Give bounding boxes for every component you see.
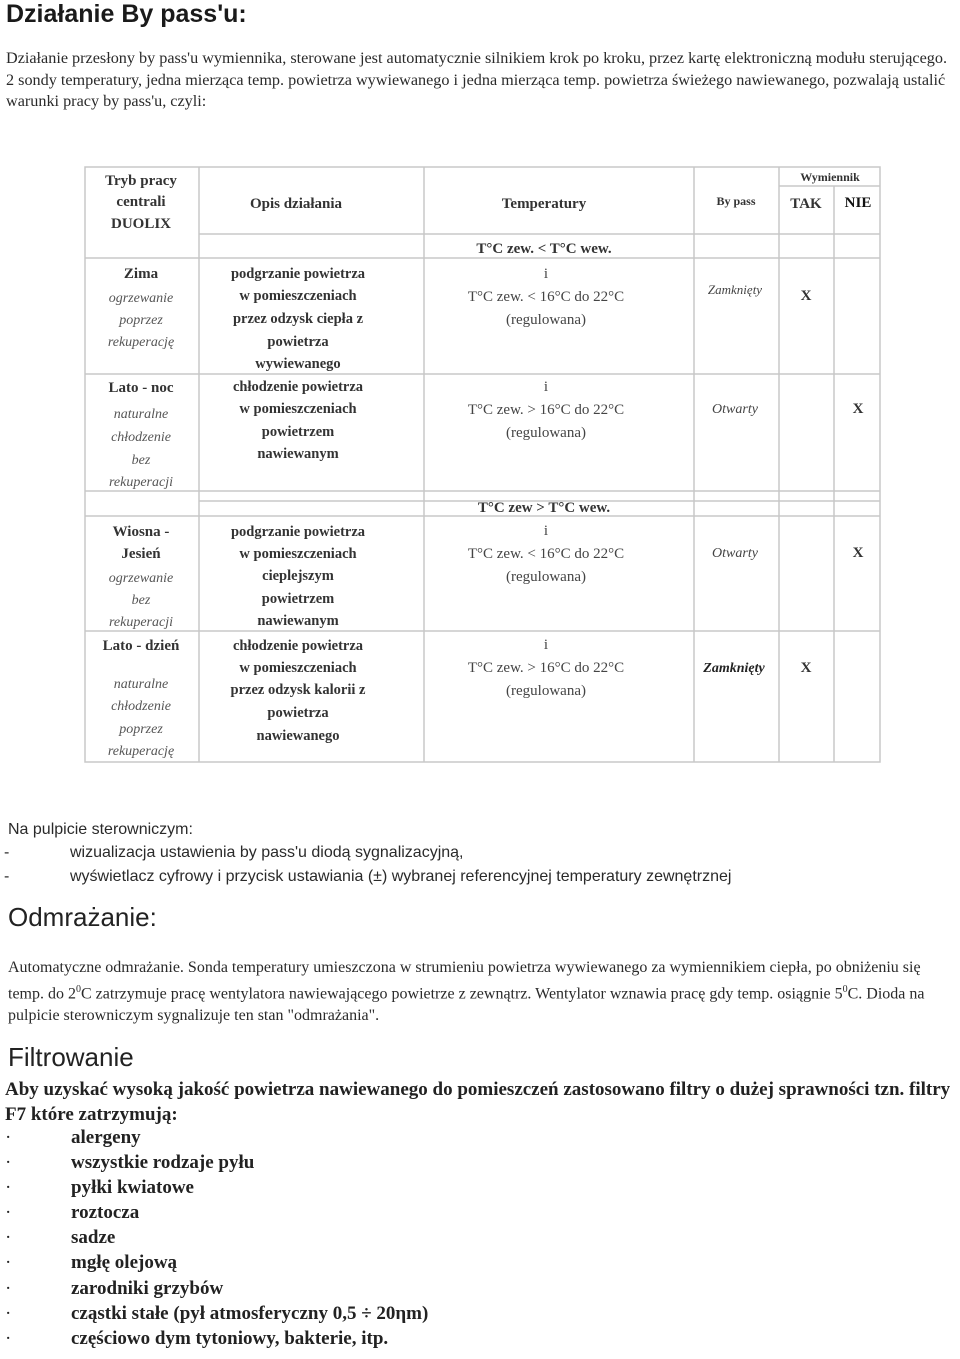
temp-line: T°C zew. < 16°C do 22°C bbox=[467, 546, 625, 562]
dash-bullet: - bbox=[4, 868, 10, 885]
nie-mark: X bbox=[852, 545, 864, 561]
opis-line: w pomieszczeniach bbox=[239, 546, 357, 562]
list-item bbox=[4, 865, 732, 889]
list-item bbox=[5, 1177, 428, 1202]
filtrowanie-intro: Aby uzyskać wysoką jakość powietrza nawiewanego do pomieszczeń zastosowano filtry o dużej sprawności tzn. filtry F7 które zatrzymują: bbox=[5, 1079, 951, 1125]
temp-line: i bbox=[543, 523, 549, 539]
opis-line: w pomieszczeniach bbox=[239, 401, 357, 417]
list-item-text: pyłki kwiatowe bbox=[71, 1177, 194, 1199]
tak-mark: X bbox=[800, 288, 812, 304]
filtrowanie-heading: Filtrowanie bbox=[8, 1042, 134, 1072]
page-title: Działanie By pass'u: bbox=[6, 0, 247, 28]
intro-paragraph: Działanie przesłony by pass'u wymiennika, sterowane jest automatycznie silnikiem krok po kroku, przez kartę elektroniczną modułu sterującego. 2 sondy temperatury, jedna mierząca temp. powietrza wywiewanego i jedna mierząca temp. powietrza świeżego nawiewanego, pozwalają ustalić warunki pracy by pass'u, czyli: bbox=[6, 49, 948, 110]
mode-sub: naturalne bbox=[113, 677, 169, 692]
header-temperatury: Temperatury bbox=[501, 196, 587, 212]
mode-title: Lato - dzień bbox=[102, 638, 180, 654]
table-row bbox=[108, 266, 812, 372]
opis-line: powietrzem bbox=[261, 424, 335, 440]
list-item bbox=[5, 1227, 428, 1252]
bullet-dot: · bbox=[5, 1327, 12, 1349]
temp-line: T°C zew. > 16°C do 22°C bbox=[467, 402, 625, 418]
mode-sub: naturalne bbox=[113, 407, 169, 422]
bullet-dot: · bbox=[5, 1202, 12, 1224]
list-item-text: sadze bbox=[71, 1227, 116, 1249]
bullet-dot: · bbox=[5, 1177, 12, 1199]
table-row bbox=[103, 637, 812, 759]
bypass-state: Zamknięty bbox=[703, 661, 765, 676]
condition-1: T°C zew. < T°C wew. bbox=[476, 241, 612, 257]
list-item bbox=[5, 1252, 428, 1277]
header-wymiennik: Wymiennik bbox=[800, 170, 860, 184]
pulpit-heading: Na pulpicie sterowniczym: bbox=[8, 821, 193, 838]
opis-line: w pomieszczeniach bbox=[239, 660, 357, 676]
bypass-table bbox=[84, 166, 881, 763]
header-nie: NIE bbox=[844, 195, 872, 211]
header-mode-line3: DUOLIX bbox=[110, 216, 172, 232]
odm-text-a: Automatyczne odmrażanie. Sonda temperatury umieszczona w strumieniu powietrza wywiewanego za wymiennikiem ciepła, po obniżeniu się temp. do 2 bbox=[8, 959, 921, 1003]
table-row bbox=[109, 379, 864, 490]
mode-sub: chłodzenie bbox=[111, 430, 171, 445]
list-item-text: wizualizacja ustawienia by pass'u diodą sygnalizacyjną, bbox=[70, 844, 464, 861]
list-item-text: częściowo dym tytoniowy, bakterie, itp. bbox=[71, 1327, 389, 1349]
mode-title: Wiosna - bbox=[112, 524, 170, 540]
mode-sub: rekuperacji bbox=[108, 475, 174, 490]
nie-mark: X bbox=[852, 401, 864, 417]
header-tak: TAK bbox=[790, 196, 822, 212]
mode-title: Zima bbox=[123, 266, 159, 282]
opis-line: nawiewanym bbox=[257, 446, 339, 462]
opis-line: przez odzysk ciepła z bbox=[232, 311, 364, 327]
opis-line: nawiewanym bbox=[257, 613, 339, 629]
list-item-text: wyświetlacz cyfrowy i przycisk ustawiania (±) wybranej referencyjnej temperatury zewnętrznej bbox=[70, 868, 732, 885]
mode-sub: ogrzewanie bbox=[108, 291, 174, 306]
bullet-dot: · bbox=[5, 1252, 12, 1274]
odm-sup-1: 0 bbox=[76, 984, 81, 995]
bullet-dot: · bbox=[5, 1277, 12, 1299]
dash-bullet: - bbox=[4, 844, 10, 861]
opis-line: chłodzenie powietrza bbox=[232, 379, 364, 395]
table-row bbox=[109, 523, 864, 630]
bypass-state: Otwarty bbox=[712, 402, 758, 417]
header-mode-line1: Tryb pracy bbox=[105, 173, 177, 189]
temp-line: i bbox=[543, 266, 549, 282]
header-mode-line2: centrali bbox=[116, 194, 166, 210]
list-item bbox=[5, 1328, 428, 1353]
odmrazanie-paragraph bbox=[8, 957, 960, 1027]
bypass-state: Otwarty bbox=[712, 546, 758, 561]
header-bypass: By pass bbox=[716, 194, 756, 208]
temp-line: (regulowana) bbox=[506, 312, 586, 328]
mode-sub: bez bbox=[131, 453, 151, 468]
mode-sub: chłodzenie bbox=[111, 699, 171, 714]
opis-line: powietrzem bbox=[261, 591, 335, 607]
bullet-dot: · bbox=[5, 1152, 12, 1174]
list-item-text: mgłę olejową bbox=[71, 1252, 178, 1274]
opis-line: w pomieszczeniach bbox=[239, 288, 357, 304]
mode-sub: poprzez bbox=[119, 313, 163, 328]
header-opis: Opis działania bbox=[249, 196, 343, 212]
filter-list bbox=[5, 1127, 428, 1353]
mode-sub: rekuperację bbox=[107, 335, 175, 350]
odm-sup-2: 0 bbox=[842, 984, 848, 995]
temp-line: (regulowana) bbox=[506, 569, 586, 585]
opis-line: wywiewanego bbox=[255, 356, 341, 372]
list-item bbox=[5, 1278, 428, 1303]
list-item bbox=[5, 1303, 428, 1328]
opis-line: powietrza bbox=[267, 334, 329, 350]
bullet-dot: · bbox=[5, 1302, 12, 1324]
temp-line: i bbox=[543, 379, 549, 395]
bypass-state: Zamknięty bbox=[707, 282, 763, 297]
temp-line: T°C zew. < 16°C do 22°C bbox=[467, 289, 625, 305]
list-item-text: roztocza bbox=[71, 1202, 140, 1224]
opis-line: podgrzanie powietrza bbox=[230, 524, 366, 540]
mode-title-2: Jesień bbox=[121, 546, 161, 562]
temp-line: i bbox=[543, 637, 549, 653]
temp-line: (regulowana) bbox=[506, 683, 586, 699]
list-item bbox=[4, 841, 731, 865]
mode-sub: bez bbox=[131, 593, 151, 608]
mode-sub: rekuperację bbox=[107, 744, 175, 759]
list-item bbox=[5, 1202, 428, 1227]
opis-line: cieplejszym bbox=[262, 568, 334, 584]
odmrazanie-heading: Odmrażanie: bbox=[8, 902, 157, 932]
bullet-dot: · bbox=[5, 1227, 12, 1249]
odm-text-b: C zatrzymuje pracę wentylatora nawiewającego powietrze z zewnątrz. Wentylator wznawia pracę gdy temp. osiągnie 5 bbox=[81, 985, 843, 1003]
bullet-dot: · bbox=[5, 1127, 12, 1148]
mode-title: Lato - noc bbox=[108, 380, 174, 396]
mode-sub: ogrzewanie bbox=[108, 571, 174, 586]
list-item-text: wszystkie rodzaje pyłu bbox=[71, 1152, 255, 1174]
temp-line: T°C zew. > 16°C do 22°C bbox=[467, 660, 625, 676]
list-item-text: cząstki stałe (pył atmosferyczny 0,5 ÷ 20ηm) bbox=[71, 1302, 429, 1324]
opis-line: nawiewanego bbox=[256, 728, 340, 744]
list-item-text: alergeny bbox=[71, 1127, 141, 1148]
temp-line: (regulowana) bbox=[506, 425, 586, 441]
opis-line: przez odzysk kalorii z bbox=[230, 682, 366, 698]
odm-text-c: C. Dioda na pulpicie sterowniczym sygnalizuje ten stan "odmrażania". bbox=[8, 985, 925, 1025]
opis-line: podgrzanie powietrza bbox=[230, 266, 366, 282]
mode-sub: rekuperacji bbox=[108, 615, 174, 630]
list-item bbox=[5, 1127, 428, 1152]
opis-line: chłodzenie powietrza bbox=[232, 638, 364, 654]
condition-2: T°C zew > T°C wew. bbox=[477, 500, 611, 516]
mode-sub: poprzez bbox=[119, 722, 163, 737]
list-item-text: zarodniki grzybów bbox=[71, 1277, 224, 1299]
tak-mark: X bbox=[800, 660, 812, 676]
list-item bbox=[5, 1152, 428, 1177]
pulpit-section bbox=[4, 818, 732, 889]
opis-line: powietrza bbox=[267, 705, 329, 721]
